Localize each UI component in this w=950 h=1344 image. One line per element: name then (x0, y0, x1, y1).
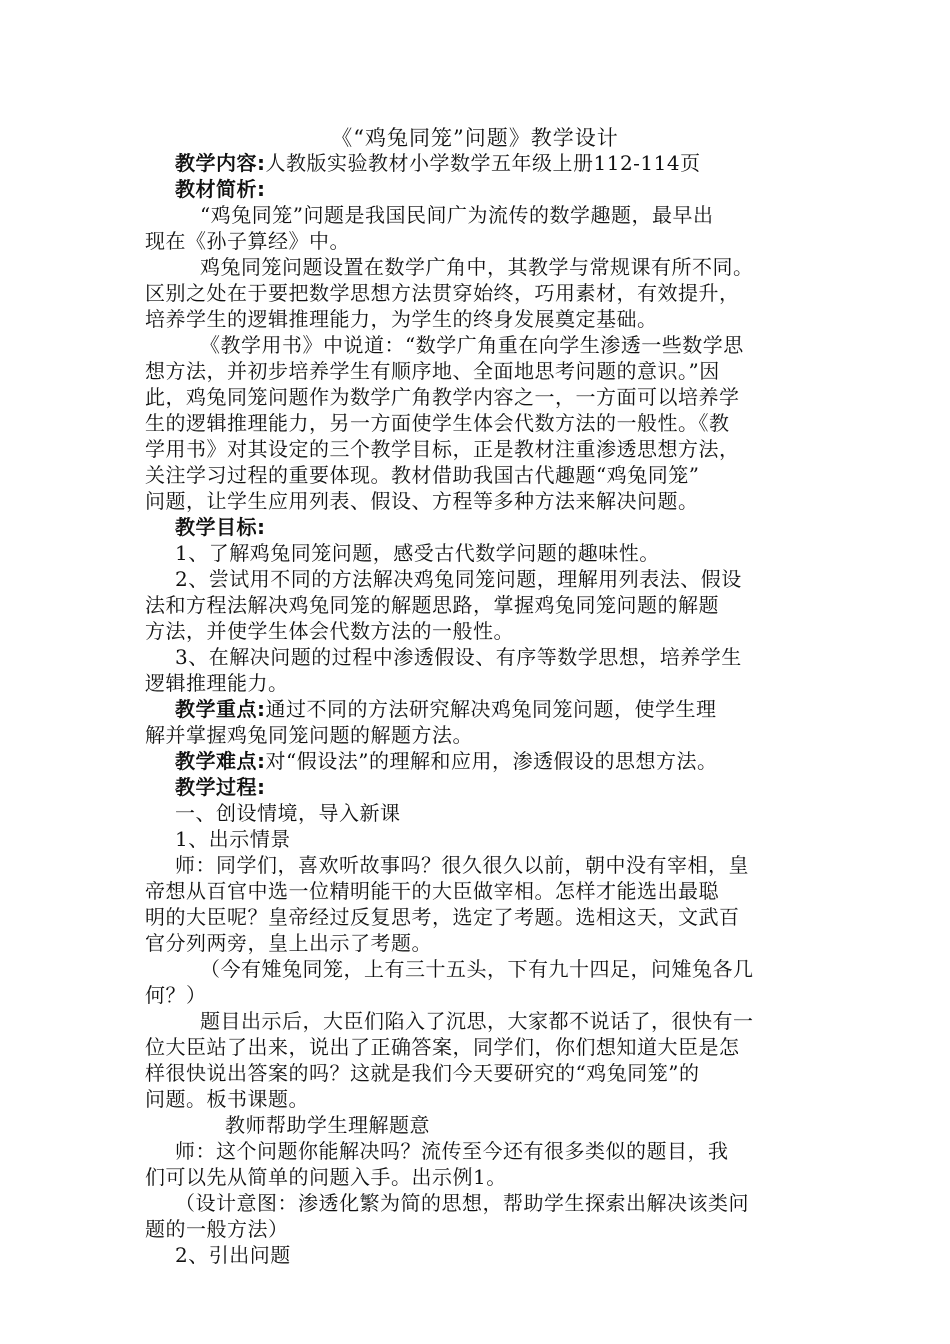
paragraph-line: 问题，让学生应用列表、假设、方程等多种方法来解决问题。 (145, 489, 699, 513)
process-line: 何？） (145, 983, 207, 1007)
paragraph-line: 关注学习过程的重要体现。教材借助我国古代趣题“鸡兔同笼” (145, 463, 700, 487)
process-line: 教师帮助学生理解题意 (225, 1113, 430, 1137)
goal-line: 逻辑推理能力。 (145, 671, 289, 695)
paragraph-line: 学用书》对其设定的三个教学目标，正是教材注重渗透思想方法， (145, 437, 740, 461)
process-line: 帝想从百官中选一位精明能干的大臣做宰相。怎样才能选出最聪 (145, 879, 719, 903)
paragraph-line: 培养学生的逻辑推理能力，为学生的终身发展奠定基础。 (145, 307, 658, 331)
difficult-point-line (145, 748, 815, 774)
process-line: 一、创设情境，导入新课 (175, 801, 401, 825)
textbook-analysis-label: 教材简析: (175, 177, 266, 201)
process-line: 们可以先从简单的问题入手。出示例1。 (145, 1165, 507, 1189)
process-line: 题的一般方法） (145, 1217, 289, 1241)
teaching-content-label: 教学内容: (175, 151, 266, 175)
process-line: 样很快说出答案的吗？这就是我们今天要研究的“鸡兔同笼”的 (145, 1061, 700, 1085)
goal-line: 法和方程法解决鸡兔同笼的解题思路，掌握鸡兔同笼问题的解题 (145, 593, 719, 617)
paragraph-line: 《教学用书》中说道：“数学广角重在向学生渗透一些数学思 (200, 333, 744, 357)
process-line: 位大臣站了出来，说出了正确答案，同学们，你们想知道大臣是怎 (145, 1035, 740, 1059)
process-line: （设计意图：渗透化繁为简的思想，帮助学生探索出解决该类问 (175, 1191, 749, 1215)
process-line: 题目出示后，大臣们陷入了沉思，大家都不说话了，很快有一 (200, 1009, 754, 1033)
process-label: 教学过程: (175, 775, 266, 799)
paragraph-line: 此，鸡兔同笼问题作为数学广角教学内容之一，一方面可以培养学 (145, 385, 740, 409)
paragraph-line: 区别之处在于要把数学思想方法贯穿始终，巧用素材，有效提升， (145, 281, 740, 305)
goal-line: 3、在解决问题的过程中渗透假设、有序等数学思想，培养学生 (175, 645, 742, 669)
key-point-continuation: 解并掌握鸡兔同笼问题的解题方法。 (145, 723, 473, 747)
difficult-point-text: 对“假设法”的理解和应用，渗透假设的思想方法。 (265, 749, 718, 773)
process-line: （今有雉兔同笼，上有三十五头，下有九十四足，问雉兔各几 (200, 957, 754, 981)
paragraph-line: “鸡兔同笼”问题是我国民间广为流传的数学趣题，最早出 (200, 203, 714, 227)
document-body (145, 150, 815, 1268)
teaching-content-text: 人教版实验教材小学数学五年级上册112-114页 (265, 151, 701, 175)
process-line: 2、引出问题 (175, 1243, 291, 1267)
paragraph-line: 鸡兔同笼问题设置在数学广角中，其教学与常规课有所不同。 (200, 255, 754, 279)
key-point-label: 教学重点: (175, 697, 266, 721)
goal-line: 1、了解鸡兔同笼问题，感受古代数学问题的趣味性。 (175, 541, 660, 565)
process-line: 问题。板书课题。 (145, 1087, 309, 1111)
paragraph-line: 现在《孙子算经》中。 (145, 229, 350, 253)
document-title: 《“鸡兔同笼”问题》教学设计 (331, 126, 619, 150)
process-line: 师：这个问题你能解决吗？流传至今还有很多类似的题目，我 (175, 1139, 729, 1163)
goal-line: 2、尝试用不同的方法解决鸡兔同笼问题，理解用列表法、假设 (175, 567, 742, 591)
key-point-text: 通过不同的方法研究解决鸡兔同笼问题，使学生理 (265, 697, 717, 721)
difficult-point-label: 教学难点: (175, 749, 266, 773)
process-line: 官分列两旁，皇上出示了考题。 (145, 931, 432, 955)
goal-line: 方法，并使学生体会代数方法的一般性。 (145, 619, 514, 643)
teaching-content-line (145, 150, 815, 176)
teaching-goals-label: 教学目标: (175, 515, 266, 539)
paragraph-line: 想方法，并初步培养学生有顺序地、全面地思考问题的意识。”因 (145, 359, 720, 383)
process-line: 明的大臣呢？皇帝经过反复思考，选定了考题。选相这天，文武百 (145, 905, 740, 929)
process-line: 师：同学们，喜欢听故事吗？很久很久以前，朝中没有宰相，皇 (175, 853, 749, 877)
process-line: 1、出示情景 (175, 827, 291, 851)
key-point-line (145, 696, 815, 722)
paragraph-line: 生的逻辑推理能力，另一方面使学生体会代数方法的一般性。《教 (145, 411, 730, 435)
